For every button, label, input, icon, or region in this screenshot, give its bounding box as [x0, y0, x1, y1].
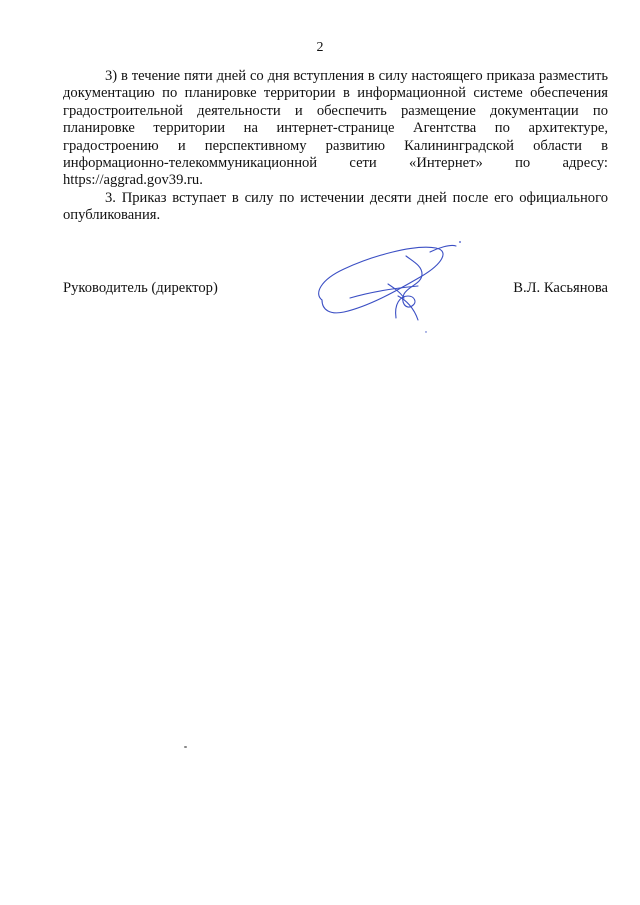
paragraph-item-3-publication: 3) в течение пяти дней со дня вступления в силу настоящего приказа разместить документацию по планировке территории в информационной системе обеспечения градостроительной деятельности и обеспечить размещение документации по планировке территории на интернет-странице Агентства по архитектуре, градостроению и перспективному развитию Калининградской области в информационно-телекоммуникационной сети «Интернет» по адресу: https://aggrad.gov39.ru.	[63, 68, 608, 189]
document-body	[63, 68, 608, 225]
scan-speck	[184, 746, 187, 748]
handwritten-signature-icon	[310, 236, 470, 336]
signatory-role: Руководитель (директор)	[63, 280, 218, 296]
paragraph-effective-date: 3. Приказ вступает в силу по истечении десяти дней после его официального опубликования.	[63, 189, 608, 224]
page-number: 2	[316, 40, 324, 55]
signatory-name: В.Л. Касьянова	[513, 280, 608, 296]
